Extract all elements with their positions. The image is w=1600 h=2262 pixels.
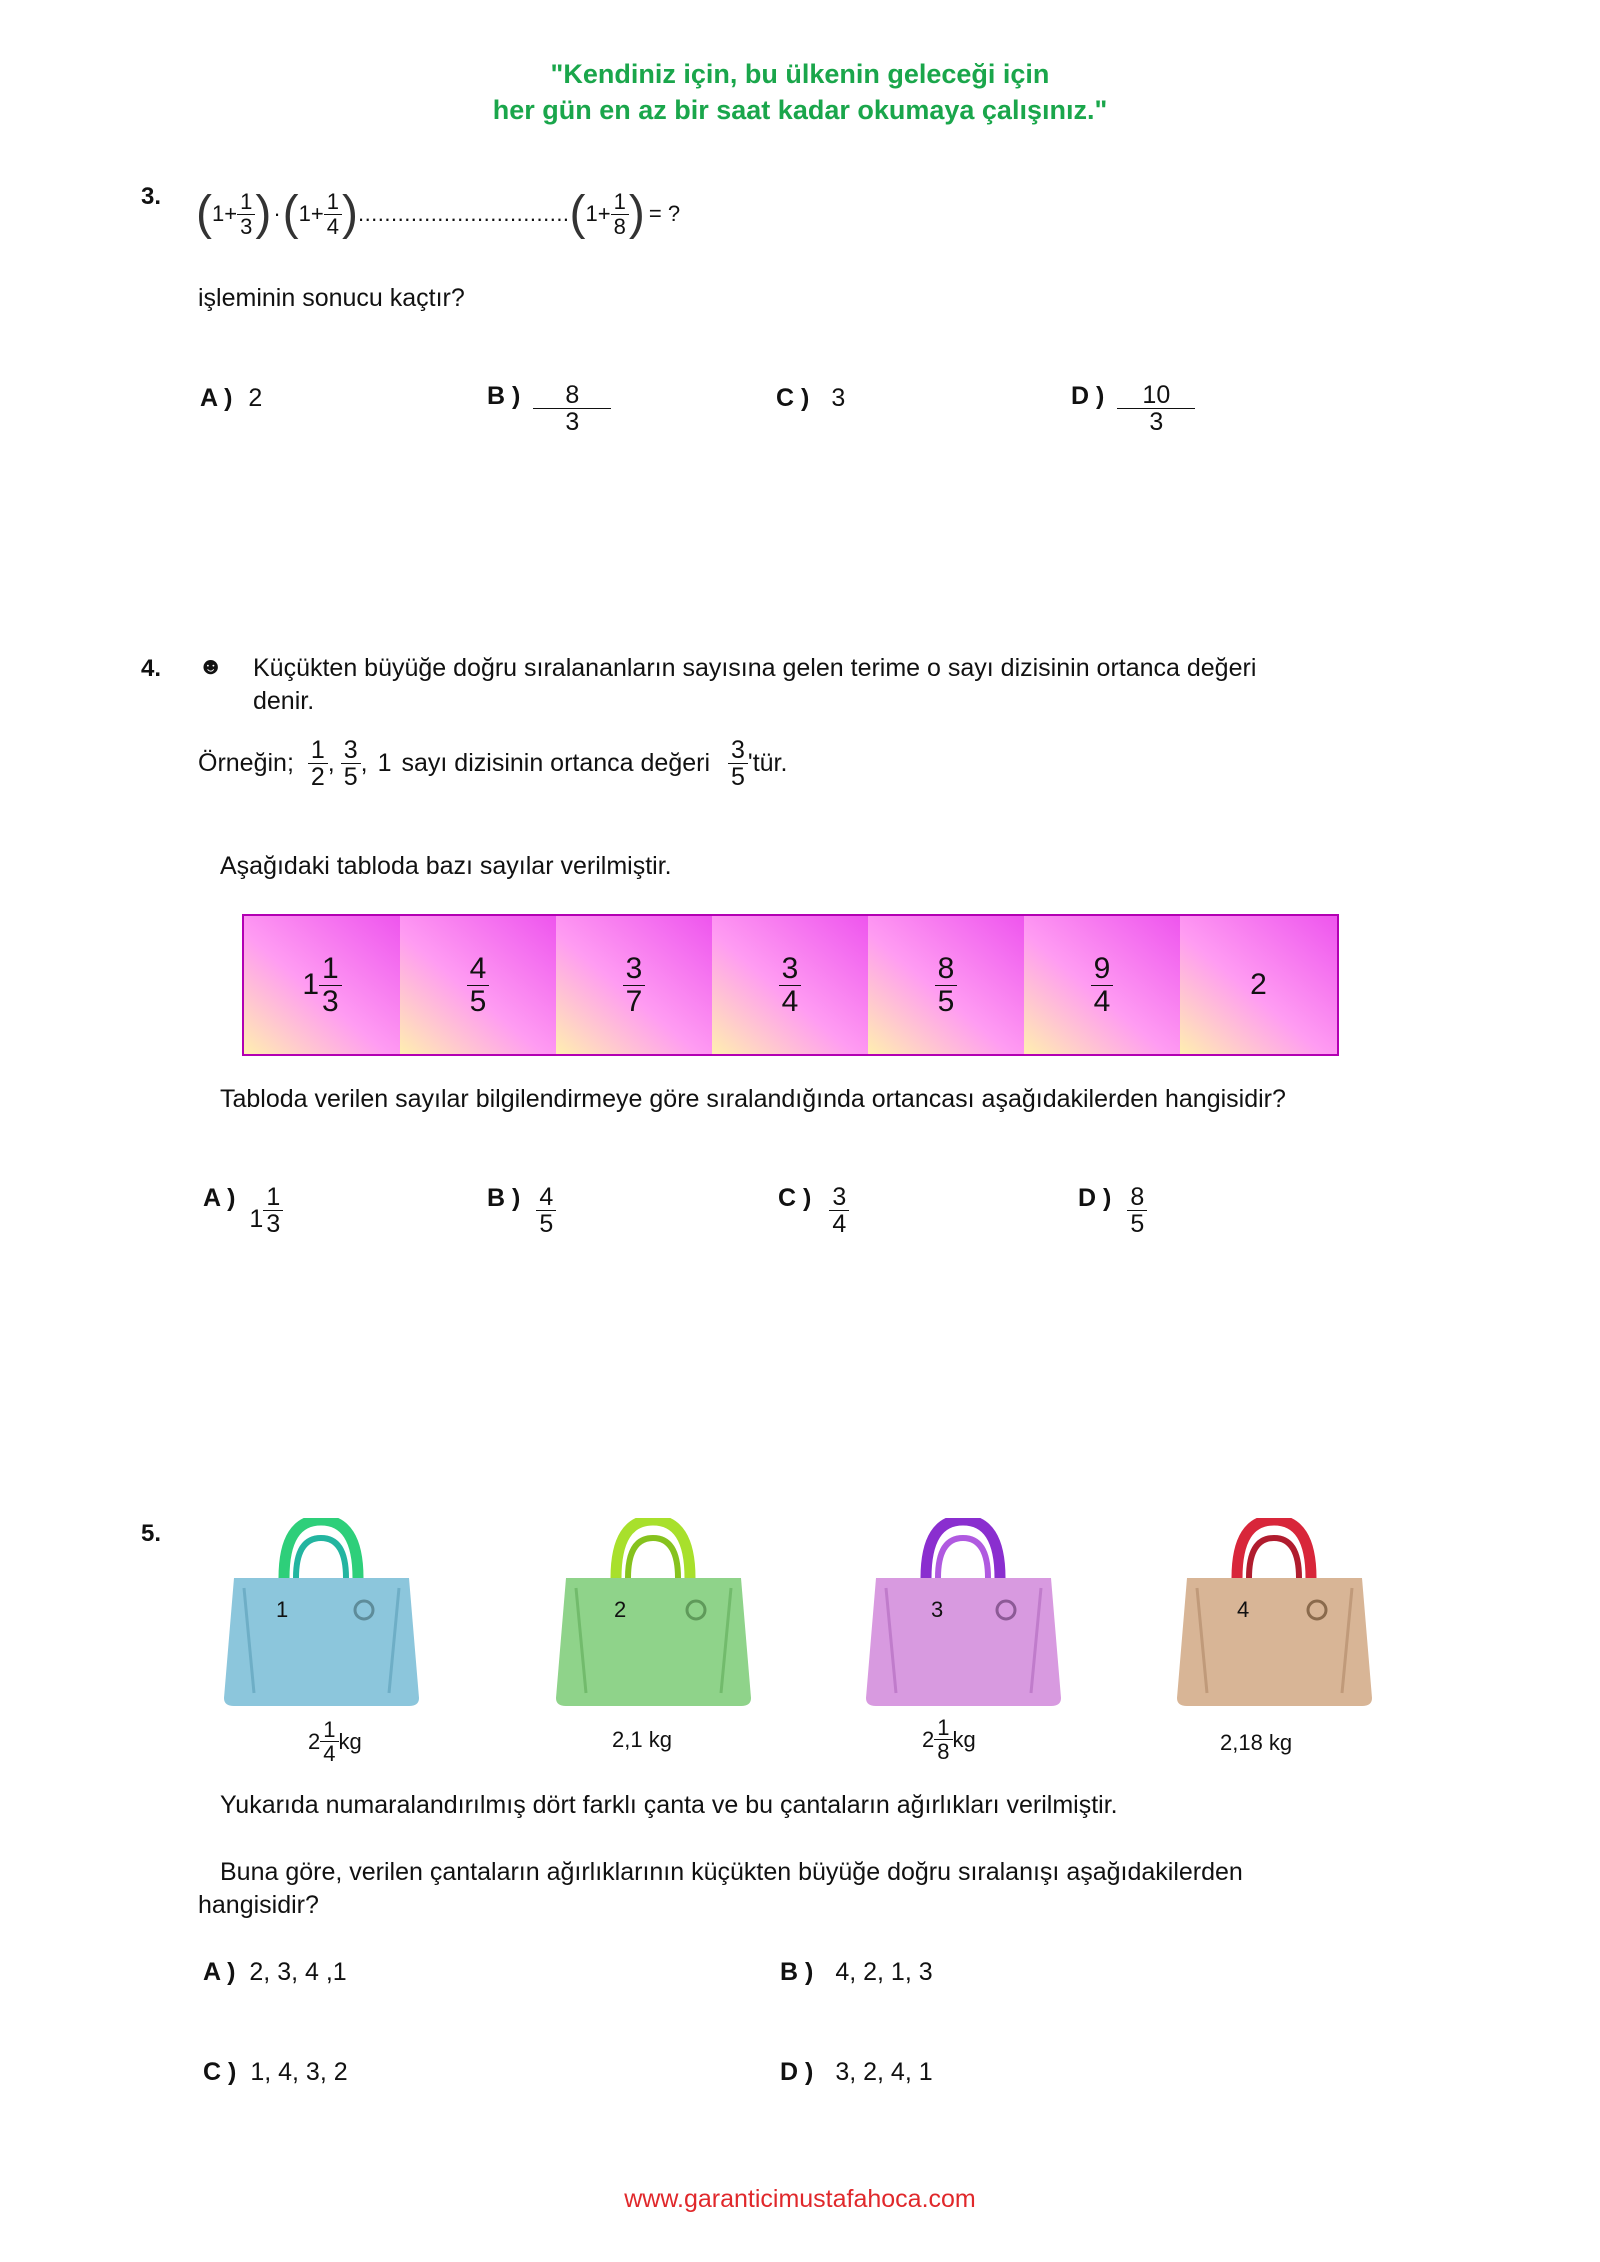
question-4-info [253,652,1403,718]
table-cell-6: $\frac{9}{4}$ [1024,916,1182,1054]
example-fraction-2: $\frac{3}{5}$ [341,737,361,791]
question-4-info-line1: Küçükten büyüğe doğru sıralananların sayısına gelen terime o sayı dizisinin ortanca değeri [253,654,1257,682]
expr-fraction-2: $\frac{1}{4}$ [324,190,342,237]
table-cell-2: $\frac{4}{5}$ [400,916,558,1054]
bag-2-label: 2 [614,1597,627,1622]
q3-option-b-fraction: $\frac{8}{3}$ [536,382,608,436]
quote-line-1: "Kendiniz için, bu ülkenin geleceği için [550,59,1050,89]
handbag-4-icon [1177,1518,1372,1708]
question-4-example: Örneğin; $\frac{1}{2}$ , $\frac{3}{5}$ , 1 sayı dizisinin ortanca değeri $\frac{3}{5}$ 'tür. [198,736,788,792]
bag-1-weight: 2 $\frac{1}{4}$ kg [308,1717,362,1767]
quote-line-2: her gün en az bir saat kadar okumaya çalışınız." [492,95,1108,125]
bag-4-weight: 2,18 kg [1220,1730,1293,1755]
expr-dots: ................................ [357,201,570,226]
question-5-text-1: Yukarıda numaralandırılmış dört farklı çanta ve bu çantaların ağırlıkları verilmiştir. [220,1791,1118,1819]
q3-option-c[interactable]: C ) 3 [776,384,846,412]
bag-3-label: 3 [931,1597,944,1622]
handbag-1-icon [224,1518,419,1708]
table-cell-3: $\frac{3}{7}$ [556,916,714,1054]
expr-fraction-3: $\frac{1}{8}$ [611,190,629,237]
expr-dot: · [273,201,281,226]
q4-option-a[interactable]: A ) 1 $\frac{1}{3}$ [203,1184,283,1238]
question-3-expression: ( 1+ $\frac{1}{3}$ ) · ( 1+ $\frac{1}{4}$ ) ................................ ( 1+ $\frac{1}{8}$ ) = ? [196,187,681,240]
question-4-text: Tabloda verilen sayılar bilgilendirmeye göre sıralandığında ortancası aşağıdakilerden hangisidir? [220,1085,1286,1113]
expr-one-2: 1+ [298,201,324,226]
q3-option-b[interactable]: B ) $\frac{8}{3}$ [487,382,608,436]
bag-3-weight: 2 $\frac{1}{8}$ kg [922,1715,976,1765]
table-cell-7: 2 [1180,916,1337,1054]
bag-1-label: 1 [276,1597,289,1622]
question-3-number: 3. [141,183,162,210]
table-cell-5: $\frac{8}{5}$ [868,916,1026,1054]
table-cell-1: 1 $\frac{1}{3}$ [244,916,402,1054]
q3-option-d[interactable]: D ) $\frac{10}{3}$ [1071,382,1192,436]
question-5-text-3: hangisidir? [198,1891,319,1919]
question-5-text-2: Buna göre, verilen çantaların ağırlıklarının küçükten büyüğe doğru sıralanışı aşağıdakilerden [220,1858,1243,1886]
expr-one-3: 1+ [585,201,611,226]
bag-4-label: 4 [1237,1597,1250,1622]
handbag-3-icon [866,1518,1061,1708]
q5-option-a[interactable]: A ) 2, 3, 4 ,1 [203,1958,347,1986]
question-5-number: 5. [141,1520,162,1547]
expr-equals: = ? [648,201,681,226]
q4-option-d[interactable]: D ) $\frac{8}{5}$ [1078,1184,1147,1238]
footer-link[interactable]: www.garanticimustafahoca.com [624,2185,976,2213]
q5-option-c[interactable]: C ) 1, 4, 3, 2 [203,2058,348,2086]
q4-option-b[interactable]: B ) $\frac{4}{5}$ [487,1184,556,1238]
q5-option-d[interactable]: D ) 3, 2, 4, 1 [780,2058,933,2086]
table-cell-4: $\frac{3}{4}$ [712,916,870,1054]
question-4-number: 4. [141,655,162,682]
expr-fraction-1: $\frac{1}{3}$ [237,190,255,237]
q5-option-b[interactable]: B ) 4, 2, 1, 3 [780,1958,933,1986]
number-table [242,914,1339,1056]
handbag-2-icon [556,1518,751,1708]
bullet-icon: ☻ [198,653,224,680]
question-3-text: işleminin sonucu kaçtır? [198,284,465,312]
bag-2-weight: 2,1 kg [612,1727,672,1752]
q3-option-d-fraction: $\frac{10}{3}$ [1120,382,1192,436]
question-4-info-line2: denir. [253,687,315,715]
example-fraction-3: $\frac{3}{5}$ [728,737,748,791]
expr-one: 1+ [211,201,238,226]
q3-option-a[interactable]: A ) 2 [200,384,263,412]
example-fraction-1: $\frac{1}{2}$ [308,737,328,791]
q4-option-c[interactable]: C ) $\frac{3}{4}$ [778,1184,849,1238]
table-intro: Aşağıdaki tabloda bazı sayılar verilmiştir. [220,852,672,880]
